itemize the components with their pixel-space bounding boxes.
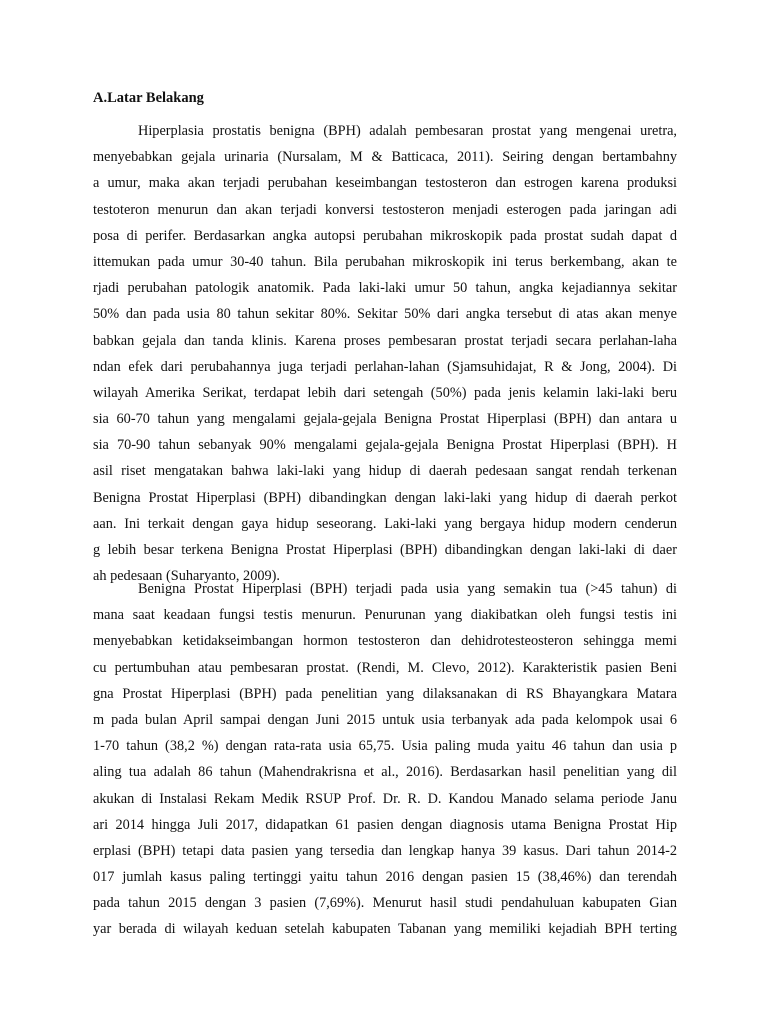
text-line: ndan efek dari perubahannya juga terjadi perlahan-lahan (Sjamsuhidajat, R & Jong, 2004). Di	[93, 358, 677, 375]
paragraph-2	[93, 579, 677, 946]
text-line: wilayah Amerika Serikat, terdapat lebih dari setengah (50%) pada jenis kelamin laki-laki beru	[93, 384, 677, 401]
section-heading: A.Latar Belakang	[93, 90, 204, 106]
text-line: a umur, maka akan terjadi perubahan keseimbangan testosteron dan estrogen karena produksi	[93, 175, 677, 192]
text-line: menyebabkan ketidakseimbangan hormon testosteron dan dehidrotesteosteron sehingga memi	[93, 633, 677, 650]
text-line: Benigna Prostat Hiperplasi (BPH) dibandingkan dengan laki-laki yang hidup di daerah perkot	[93, 489, 677, 506]
text-line: aan. Ini terkait dengan gaya hidup seseorang. Laki-laki yang bergaya hidup modern cenderun	[93, 515, 677, 532]
text-line: gna Prostat Hiperplasi (BPH) pada penelitian yang dilaksanakan di RS Bhayangkara Matara	[93, 685, 677, 702]
text-line: asil riset mengatakan bahwa laki-laki yang hidup di daerah pedesaan sangat rendah terkenan	[93, 463, 677, 480]
text-line: 1-70 tahun (38,2 %) dengan rata-rata usia 65,75. Usia paling muda yaitu 46 tahun dan usia p	[93, 738, 677, 755]
text-line: menyebabkan gejala urinaria (Nursalam, M & Batticaca, 2011). Seiring dengan bertambahny	[93, 149, 677, 166]
text-line: erplasi (BPH) tetapi data pasien yang tersedia dan lengkap hanya 39 kasus. Dari tahun 2014-2	[93, 842, 677, 859]
text-line: rjadi perubahan patologik anatomik. Pada laki-laki umur 50 tahun, angka kejadiannya sekitar	[93, 280, 677, 297]
text-line: sia 60-70 tahun yang mengalami gejala-gejala Benigna Prostat Hiperplasi (BPH) dan antara u	[93, 411, 677, 428]
text-line: ittemukan pada umur 30-40 tahun. Bila perubahan mikroskopik ini terus berkembang, akan te	[93, 253, 677, 270]
text-line: m pada bulan April sampai dengan Juni 2015 untuk usia terbanyak ada pada kelompok usai 6	[93, 711, 677, 728]
text-line: sia 70-90 tahun sebanyak 90% mengalami gejala-gejala Benigna Prostat Hiperplasi (BPH). H	[93, 437, 677, 454]
text-line: 017 jumlah kasus paling tertinggi yaitu tahun 2016 dengan pasien 15 (38,46%) dan terendah	[93, 869, 677, 886]
text-line: mana saat keadaan fungsi testis menurun. Penurunan yang diakibatkan oleh fungsi testis ini	[93, 607, 677, 624]
text-line: cu pertumbuhan atau pembesaran prostat. (Rendi, M. Clevo, 2012). Karakteristik pasien Beni	[93, 659, 677, 676]
text-line: yar berada di wilayah keduan setelah kabupaten Tabanan yang memiliki kejadiah BPH terting	[93, 921, 677, 938]
text-line: akukan di Instalasi Rekam Medik RSUP Prof. Dr. R. D. Kandou Manado selama periode Janu	[93, 790, 677, 807]
text-line: 50% dan pada usia 80 tahun sekitar 80%. Sekitar 50% dari angka tersebut di atas akan menye	[93, 306, 677, 323]
text-line: aling tua adalah 86 tahun (Mahendrakrisna et al., 2016). Berdasarkan hasil penelitian yang dil	[93, 764, 677, 781]
text-line: babkan gejala dan tanda klinis. Karena proses pembesaran prostat terjadi secara perlahan-laha	[93, 332, 677, 349]
text-line: testoteron menurun dan akan terjadi konversi testosteron menjadi esterogen pada jaringan adi	[93, 201, 677, 218]
text-line: g lebih besar terkena Benigna Prostat Hiperplasi (BPH) dibandingkan dengan laki-laki di daer	[93, 542, 677, 558]
text-line: posa di perifer. Berdasarkan angka autopsi perubahan mikroskopik pada prostat sudah dapat d	[93, 227, 677, 244]
text-line: Benigna Prostat Hiperplasi (BPH) terjadi pada usia yang semakin tua (>45 tahun) di	[138, 581, 677, 597]
text-line: pada tahun 2015 dengan 3 pasien (7,69%). Menurut hasil studi pendahuluan kabupaten Gian	[93, 895, 677, 912]
text-line: ari 2014 hingga Juli 2017, didapatkan 61 pasien dengan diagnosis utama Benigna Prostat Hip	[93, 816, 677, 833]
text-line: ah pedesaan (Suharyanto, 2009).	[93, 568, 280, 585]
text-line: Hiperplasia prostatis benigna (BPH) adalah pembesaran prostat yang mengenai uretra,	[138, 123, 677, 139]
paragraph-1	[93, 121, 677, 592]
